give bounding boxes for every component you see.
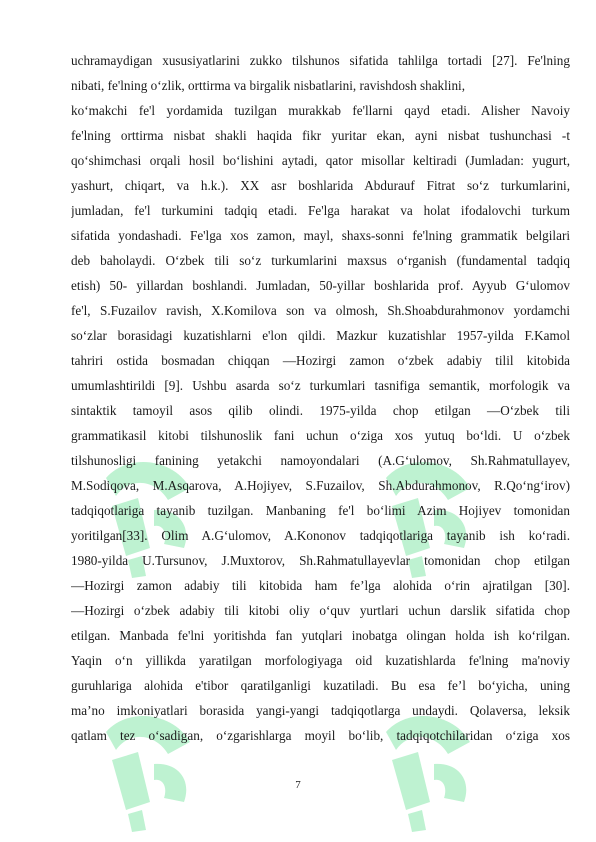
text-line: yashurt, chiqart, va h.k.). XX asr boshlarida Abdurauf Fitrat so‘z turkumlarini, <box>71 178 570 193</box>
text-line: ko‘makchi fe'l yordamida tuzilgan murakkab fe'llarni qayd etadi. Alisher Navoiy <box>71 103 570 118</box>
text-line: grammatikasil kitobi tilshunoslik fani uchun o‘ziga xos yutuq bo‘ldi. U o‘zbek <box>71 428 570 443</box>
text-line: ma’no imkoniyatlari borasida yangi-yangi tadqiqotlarga undaydi. Qolaversa, leksik <box>71 703 570 718</box>
text-line: etish) 50- yillardan boshlandi. Jumladan, 50-yillar boshlarida prof. Ayyub G‘ulomov <box>71 278 570 293</box>
text-line: 1980-yilda U.Tursunov, J.Muxtorov, Sh.Rahmatullayevlar tomonidan chop etilgan <box>71 553 570 568</box>
text-line: sifatida yondashadi. Fe'lga xos zamon, mayl, shaxs-sonni fe'lning grammatik belgilari <box>71 228 570 243</box>
text-line: tahriri ostida bosmadan chiqqan ―Hozirgi zamon o‘zbek adabiy tilil kitobida <box>71 353 570 368</box>
text-line: qatlam tez o‘sadigan, o‘zgarishlarga moyil bo‘lib, tadqiqotchilaridan o‘ziga xos <box>71 728 570 743</box>
text-line: Yaqin o‘n yillikda yaratilgan morfologiyaga oid kuzatishlarda fe'lning ma'noviy <box>71 653 570 668</box>
text-line: umumlashtirildi [9]. Ushbu asarda so‘z turkumlari tasnifiga semantik, morfologik va <box>71 378 570 393</box>
text-line: yoritilgan[33]. Olim A.G‘ulomov, A.Kononov tadqiqotlariga tayanib ish ko‘radi. <box>71 528 570 543</box>
text-line: uchramaydigan xususiyatlarini zukko tilshunos sifatida tahlilga tortadi [27]. Fe'lning <box>71 53 570 68</box>
text-line: etilgan. Manbada fe'lni yoritishda fan yutqlari inobatga olingan holda ish ko‘rilgan. <box>71 628 570 643</box>
text-line: jumladan, fe'l turkumini tadqiq etadi. Fe'lga harakat va holat ifodalovchi turkum <box>71 203 570 218</box>
page-number: 7 <box>295 779 301 791</box>
text-line: M.Sodiqova, M.Asqarova, A.Hojiyev, S.Fuzailov, Sh.Abdurahmonov, R.Qo‘ng‘irov) <box>71 478 570 493</box>
text-line: tadqiqotlariga tayanib tuzilgan. Manbaning fe'l bo‘limi Azim Hojiyev tomonidan <box>71 503 570 518</box>
text-line: qo‘shimchasi orqali hosil bo‘lishini aytadi, qator misollar keltiradi (Jumladan: yugurt, <box>71 153 570 168</box>
text-line: nibati, fe'lning o‘zlik, orttirma va birgalik nisbatlarini, ravishdosh shaklini, <box>71 78 466 93</box>
text-line: sintaktik tamoyil asos qilib olindi. 1975-yilda chop etilgan ―O‘zbek tili <box>71 403 570 418</box>
text-line: so‘zlar borasidagi kuzatishlarni e'lon qildi. Mazkur kuzatishlar 1957-yilda F.Kamol <box>71 328 570 343</box>
text-line: ―Hozirgi o‘zbek adabiy tili kitobi oliy o‘quv yurtlari uchun darslik sifatida chop <box>71 603 570 618</box>
text-line: tilshunosligi fanining yetakchi namoyondalari (A.G‘ulomov, Sh.Rahmatullayev, <box>71 453 570 468</box>
text-line: deb baholaydi. O‘zbek tili so‘z turkumlarini maxsus o‘rganish (fundamental tadqiq <box>71 253 570 268</box>
text-line: fe'l, S.Fuzailov ravish, X.Komilova son va olmosh, Sh.Shoabdurahmonov yordamchi <box>71 303 570 318</box>
text-line: guruhlariga alohida e'tibor qaratilganligi kuzatiladi. Bu esa fe’l bo‘yicha, uning <box>71 678 570 693</box>
text-line: ―Hozirgi zamon adabiy tili kitobida ham fe’lga alohida o‘rin ajratilgan [30]. <box>71 578 570 593</box>
text-line: fe'lning orttirma nisbat shakli haqida fikr yuritar ekan, ayni nisbat tushunchasi -t <box>71 128 570 143</box>
